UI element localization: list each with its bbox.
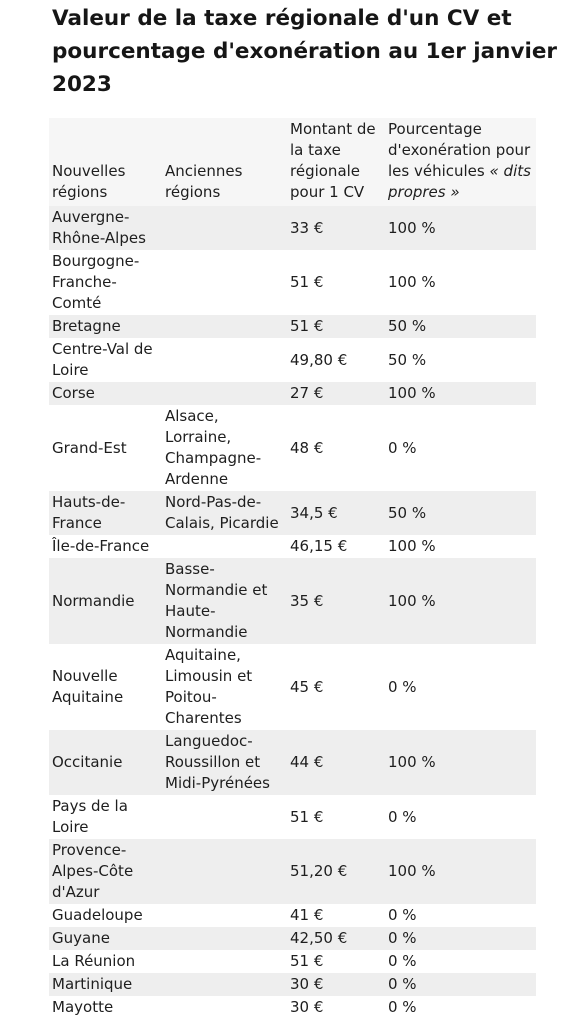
cell-nouvelle-region: Corse bbox=[49, 382, 162, 405]
cell-montant: 45 € bbox=[287, 644, 385, 730]
cell-montant: 51 € bbox=[287, 250, 385, 315]
cell-pourcentage: 100 % bbox=[385, 730, 536, 795]
cell-nouvelle-region: Nouvelle Aquitaine bbox=[49, 644, 162, 730]
cell-nouvelle-region: Bourgogne-Franche-Comté bbox=[49, 250, 162, 315]
table-row bbox=[49, 839, 536, 904]
cell-nouvelle-region: Provence-Alpes-Côte d'Azur bbox=[49, 839, 162, 904]
tax-table bbox=[49, 118, 536, 1019]
cell-pourcentage: 50 % bbox=[385, 315, 536, 338]
cell-montant: 44 € bbox=[287, 730, 385, 795]
cell-ancienne-region bbox=[162, 206, 287, 250]
cell-montant: 30 € bbox=[287, 973, 385, 996]
table-row bbox=[49, 206, 536, 250]
cell-pourcentage: 100 % bbox=[385, 839, 536, 904]
cell-pourcentage: 0 % bbox=[385, 996, 536, 1019]
table-row bbox=[49, 927, 536, 950]
table-row bbox=[49, 795, 536, 839]
cell-ancienne-region bbox=[162, 250, 287, 315]
table-row bbox=[49, 904, 536, 927]
cell-pourcentage: 50 % bbox=[385, 491, 536, 535]
cell-nouvelle-region: Normandie bbox=[49, 558, 162, 644]
table-row bbox=[49, 996, 536, 1019]
cell-ancienne-region bbox=[162, 996, 287, 1019]
table-header-row bbox=[49, 118, 536, 206]
table-row bbox=[49, 250, 536, 315]
cell-nouvelle-region: Auvergne-Rhône-Alpes bbox=[49, 206, 162, 250]
header-pourcentage-text: Pourcentage d'exonération pour les véhicules bbox=[388, 120, 531, 180]
header-nouvelles-regions: Nouvelles régions bbox=[49, 118, 162, 206]
cell-ancienne-region bbox=[162, 973, 287, 996]
cell-ancienne-region bbox=[162, 950, 287, 973]
cell-nouvelle-region: Bretagne bbox=[49, 315, 162, 338]
cell-montant: 41 € bbox=[287, 904, 385, 927]
cell-ancienne-region bbox=[162, 338, 287, 382]
cell-montant: 35 € bbox=[287, 558, 385, 644]
cell-montant: 51 € bbox=[287, 315, 385, 338]
cell-pourcentage: 0 % bbox=[385, 904, 536, 927]
cell-nouvelle-region: Centre-Val de Loire bbox=[49, 338, 162, 382]
cell-montant: 34,5 € bbox=[287, 491, 385, 535]
cell-montant: 30 € bbox=[287, 996, 385, 1019]
cell-nouvelle-region: La Réunion bbox=[49, 950, 162, 973]
table-row bbox=[49, 338, 536, 382]
cell-ancienne-region: Languedoc-Roussillon et Midi-Pyrénées bbox=[162, 730, 287, 795]
cell-pourcentage: 100 % bbox=[385, 535, 536, 558]
table-row bbox=[49, 535, 536, 558]
cell-pourcentage: 0 % bbox=[385, 927, 536, 950]
cell-nouvelle-region: Guadeloupe bbox=[49, 904, 162, 927]
cell-montant: 49,80 € bbox=[287, 338, 385, 382]
cell-pourcentage: 0 % bbox=[385, 644, 536, 730]
cell-nouvelle-region: Grand-Est bbox=[49, 405, 162, 491]
table-row bbox=[49, 491, 536, 535]
table-row bbox=[49, 950, 536, 973]
header-anciennes-regions: Anciennes régions bbox=[162, 118, 287, 206]
cell-nouvelle-region: Occitanie bbox=[49, 730, 162, 795]
table-row bbox=[49, 558, 536, 644]
cell-ancienne-region bbox=[162, 795, 287, 839]
table-row bbox=[49, 405, 536, 491]
cell-ancienne-region: Nord-Pas-de-Calais, Picardie bbox=[162, 491, 287, 535]
cell-pourcentage: 100 % bbox=[385, 250, 536, 315]
cell-nouvelle-region: Hauts-de-France bbox=[49, 491, 162, 535]
cell-nouvelle-region: Pays de la Loire bbox=[49, 795, 162, 839]
cell-pourcentage: 100 % bbox=[385, 558, 536, 644]
cell-ancienne-region bbox=[162, 382, 287, 405]
table-row bbox=[49, 315, 536, 338]
cell-montant: 51 € bbox=[287, 795, 385, 839]
cell-nouvelle-region: Martinique bbox=[49, 973, 162, 996]
cell-montant: 33 € bbox=[287, 206, 385, 250]
cell-ancienne-region bbox=[162, 535, 287, 558]
cell-nouvelle-region: Île-de-France bbox=[49, 535, 162, 558]
cell-pourcentage: 0 % bbox=[385, 973, 536, 996]
cell-pourcentage: 100 % bbox=[385, 206, 536, 250]
cell-montant: 46,15 € bbox=[287, 535, 385, 558]
cell-ancienne-region: Alsace, Lorraine, Champagne-Ardenne bbox=[162, 405, 287, 491]
table-row bbox=[49, 973, 536, 996]
cell-ancienne-region: Basse-Normandie et Haute-Normandie bbox=[162, 558, 287, 644]
cell-nouvelle-region: Guyane bbox=[49, 927, 162, 950]
cell-montant: 27 € bbox=[287, 382, 385, 405]
cell-pourcentage: 0 % bbox=[385, 795, 536, 839]
table-row bbox=[49, 730, 536, 795]
cell-montant: 48 € bbox=[287, 405, 385, 491]
cell-ancienne-region bbox=[162, 927, 287, 950]
cell-pourcentage: 0 % bbox=[385, 950, 536, 973]
cell-montant: 51 € bbox=[287, 950, 385, 973]
cell-pourcentage: 0 % bbox=[385, 405, 536, 491]
cell-montant: 42,50 € bbox=[287, 927, 385, 950]
cell-nouvelle-region: Mayotte bbox=[49, 996, 162, 1019]
cell-pourcentage: 50 % bbox=[385, 338, 536, 382]
page-title: Valeur de la taxe régionale d'un CV et pourcentage d'exonération au 1er janvier 2023 bbox=[52, 6, 558, 97]
header-pourcentage bbox=[385, 118, 536, 206]
cell-ancienne-region bbox=[162, 315, 287, 338]
header-pourcentage-quote: « dits propres » bbox=[388, 162, 531, 201]
header-montant: Montant de la taxe régionale pour 1 CV bbox=[287, 118, 385, 206]
cell-ancienne-region: Aquitaine, Limousin et Poitou-Charentes bbox=[162, 644, 287, 730]
cell-pourcentage: 100 % bbox=[385, 382, 536, 405]
table-row bbox=[49, 382, 536, 405]
table-row bbox=[49, 644, 536, 730]
cell-montant: 51,20 € bbox=[287, 839, 385, 904]
cell-ancienne-region bbox=[162, 904, 287, 927]
cell-ancienne-region bbox=[162, 839, 287, 904]
